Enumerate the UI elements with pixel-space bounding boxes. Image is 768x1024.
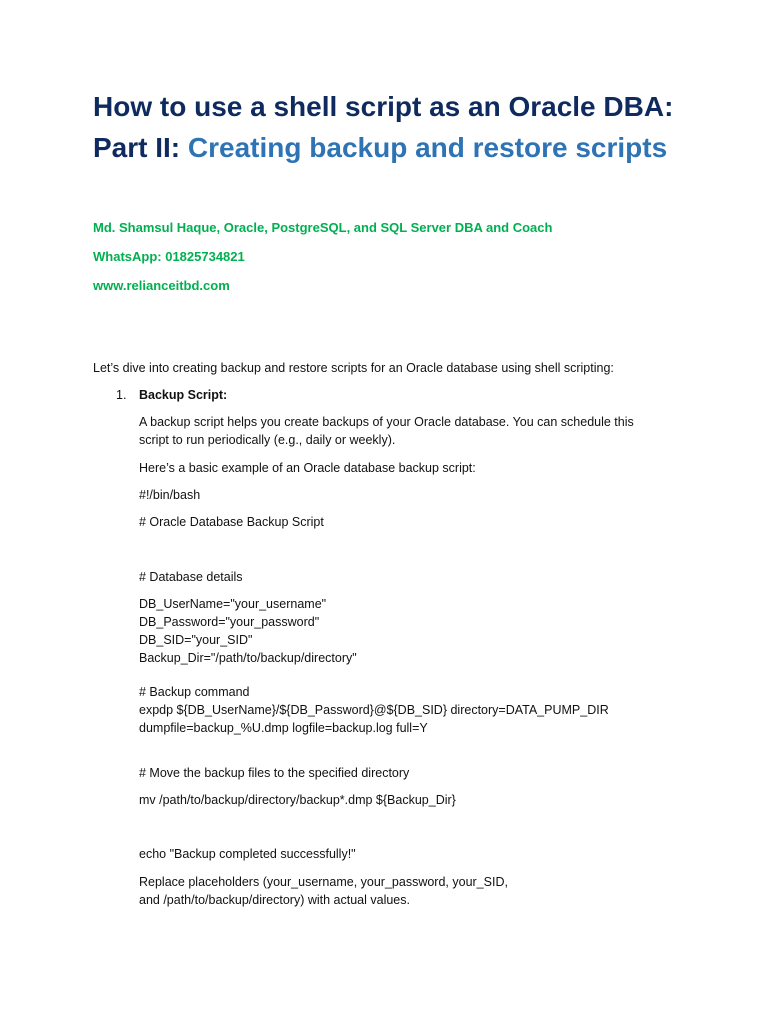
title-main: How to use a shell script as an Oracle DBA: Part II: bbox=[93, 91, 674, 163]
code-var-pass: DB_Password="your_password" bbox=[139, 615, 320, 629]
code-var-user: DB_UserName="your_username" bbox=[139, 597, 327, 611]
example-intro: Here’s a basic example of an Oracle database backup script: bbox=[139, 461, 476, 475]
code-cmd-line1: expdp ${DB_UserName}/${DB_Password}@${DB_SID} directory=DATA_PUMP_DIR bbox=[139, 703, 609, 717]
code-mv-command: mv /path/to/backup/directory/backup*.dmp ${Backup_Dir} bbox=[139, 793, 456, 807]
section-desc-line1: A backup script helps you create backups of your Oracle database. You can schedule this bbox=[139, 415, 634, 429]
code-comment-command: # Backup command bbox=[139, 685, 250, 699]
list-number: 1. bbox=[116, 388, 127, 402]
document-title bbox=[93, 86, 693, 168]
code-cmd-line2: dumpfile=backup_%U.dmp logfile=backup.log full=Y bbox=[139, 721, 428, 735]
author-website[interactable]: www.relianceitbd.com bbox=[93, 278, 230, 293]
code-var-dir: Backup_Dir="/path/to/backup/directory" bbox=[139, 651, 357, 665]
section-heading: Backup Script: bbox=[139, 388, 228, 402]
code-comment-title: # Oracle Database Backup Script bbox=[139, 515, 324, 529]
section-desc-line2: script to run periodically (e.g., daily or weekly). bbox=[139, 433, 396, 447]
replace-note-line2: and /path/to/backup/directory) with actual values. bbox=[139, 893, 410, 907]
intro-paragraph: Let’s dive into creating backup and restore scripts for an Oracle database using shell scripting: bbox=[93, 361, 614, 375]
code-echo-command: echo "Backup completed successfully!" bbox=[139, 847, 356, 861]
author-whatsapp: WhatsApp: 01825734821 bbox=[93, 249, 245, 264]
code-comment-details: # Database details bbox=[139, 570, 243, 584]
code-shebang: #!/bin/bash bbox=[139, 488, 201, 502]
title-subtitle: Creating backup and restore scripts bbox=[187, 132, 668, 163]
code-comment-move: # Move the backup files to the specified directory bbox=[139, 766, 410, 780]
author-name: Md. Shamsul Haque, Oracle, PostgreSQL, and SQL Server DBA and Coach bbox=[93, 220, 553, 235]
code-var-sid: DB_SID="your_SID" bbox=[139, 633, 253, 647]
replace-note-line1: Replace placeholders (your_username, your_password, your_SID, bbox=[139, 875, 508, 889]
